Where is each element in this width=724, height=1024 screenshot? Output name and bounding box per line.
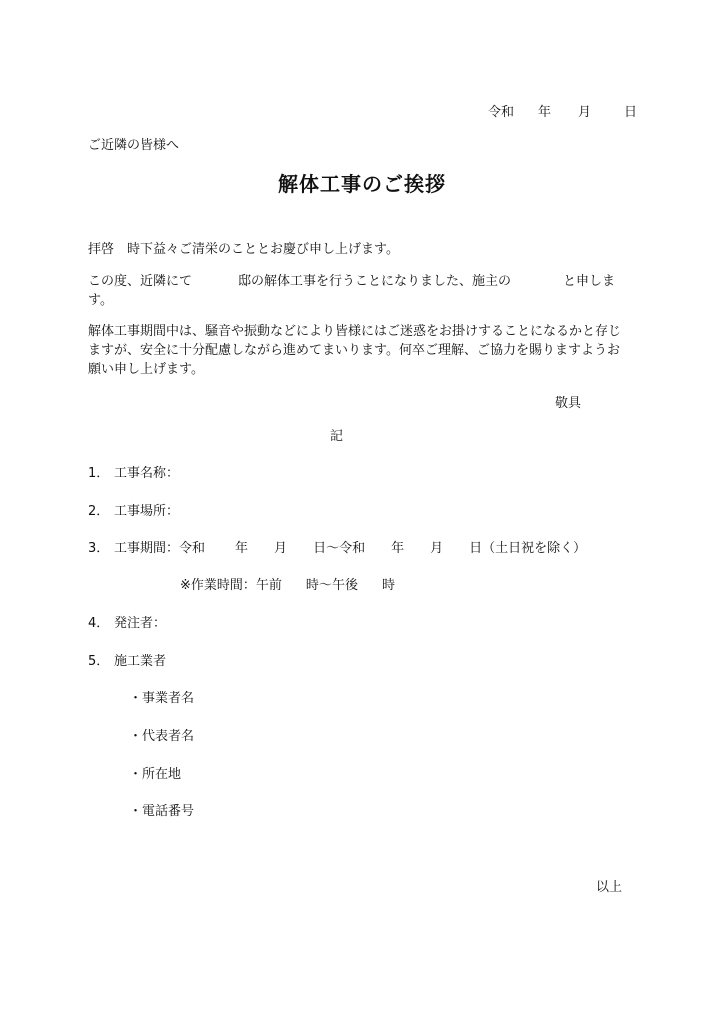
work-time-line (180, 574, 395, 593)
item-orderer (88, 612, 166, 631)
document-title: 解体工事のご挨拶 (278, 172, 446, 196)
addressee: ご近隣の皆様へ (88, 138, 180, 153)
closing-word: 敬具 (555, 396, 582, 411)
period-era1: 令和 (179, 541, 206, 556)
period-day2: 日 (469, 541, 483, 556)
item-label: 工事期間： (114, 541, 180, 556)
item-work-name (88, 462, 179, 481)
item-work-period (88, 537, 586, 556)
period-era2: 令和 (339, 541, 366, 556)
item-label: 施工業者 (114, 654, 167, 669)
period-month1: 月 (274, 541, 288, 556)
item-number: 3． (88, 541, 110, 556)
item-number: 2． (88, 504, 110, 519)
period-note: （土日祝を除く） (482, 541, 587, 556)
end-marker: 以上 (596, 880, 623, 895)
contractor-representative: ・代表者名 (129, 729, 195, 744)
work-time-am: 午前 (255, 578, 282, 593)
work-time-from: 時～ (305, 578, 332, 593)
date-month: 月 (578, 105, 592, 120)
notice-line2: ますが、安全に十分配慮しながら進めてまいります。何卒ご理解、ご協力を賜りますようお (88, 343, 620, 358)
greeting-line: 拝啓 時下益々ご清栄のこととお慶び申し上げます。 (88, 242, 399, 257)
paragraph-notice (88, 322, 638, 379)
item-work-place (88, 500, 179, 519)
intro-part4: す。 (88, 293, 113, 308)
notice-line1: 解体工事期間中は、騒音や振動などにより皆様にはご迷惑をお掛けすることになるかと存じ (88, 324, 622, 339)
item-number: 5． (88, 654, 110, 669)
period-month2: 月 (430, 541, 444, 556)
ki-marker: 記 (330, 429, 344, 444)
intro-part2: 邸の解体工事を行うことになりました、施主の (238, 274, 512, 289)
period-year1: 年 (235, 541, 249, 556)
item-number: 1． (88, 466, 110, 481)
contractor-business-name: ・事業者名 (129, 691, 195, 706)
item-label: 発注者： (114, 616, 167, 631)
work-time-label: ※作業時間： (180, 578, 256, 593)
notice-line3: 願い申し上げます。 (88, 362, 204, 377)
period-day1: 日～ (313, 541, 340, 556)
item-number: 4． (88, 616, 110, 631)
date-year: 年 (538, 105, 552, 120)
contractor-address: ・所在地 (129, 767, 182, 782)
period-year2: 年 (391, 541, 405, 556)
contractor-phone: ・電話番号 (129, 804, 195, 819)
date-day: 日 (624, 105, 638, 120)
item-contractor (88, 650, 166, 669)
intro-part1: この度、近隣にて (88, 274, 193, 289)
date-era: 令和 (488, 105, 515, 120)
item-label: 工事場所： (114, 504, 180, 519)
work-time-to: 時 (381, 578, 395, 593)
intro-part3: と申しま (563, 274, 616, 289)
item-label: 工事名称： (114, 466, 180, 481)
work-time-pm: 午後 (331, 578, 358, 593)
date-line (488, 101, 637, 120)
paragraph-intro (88, 272, 638, 310)
